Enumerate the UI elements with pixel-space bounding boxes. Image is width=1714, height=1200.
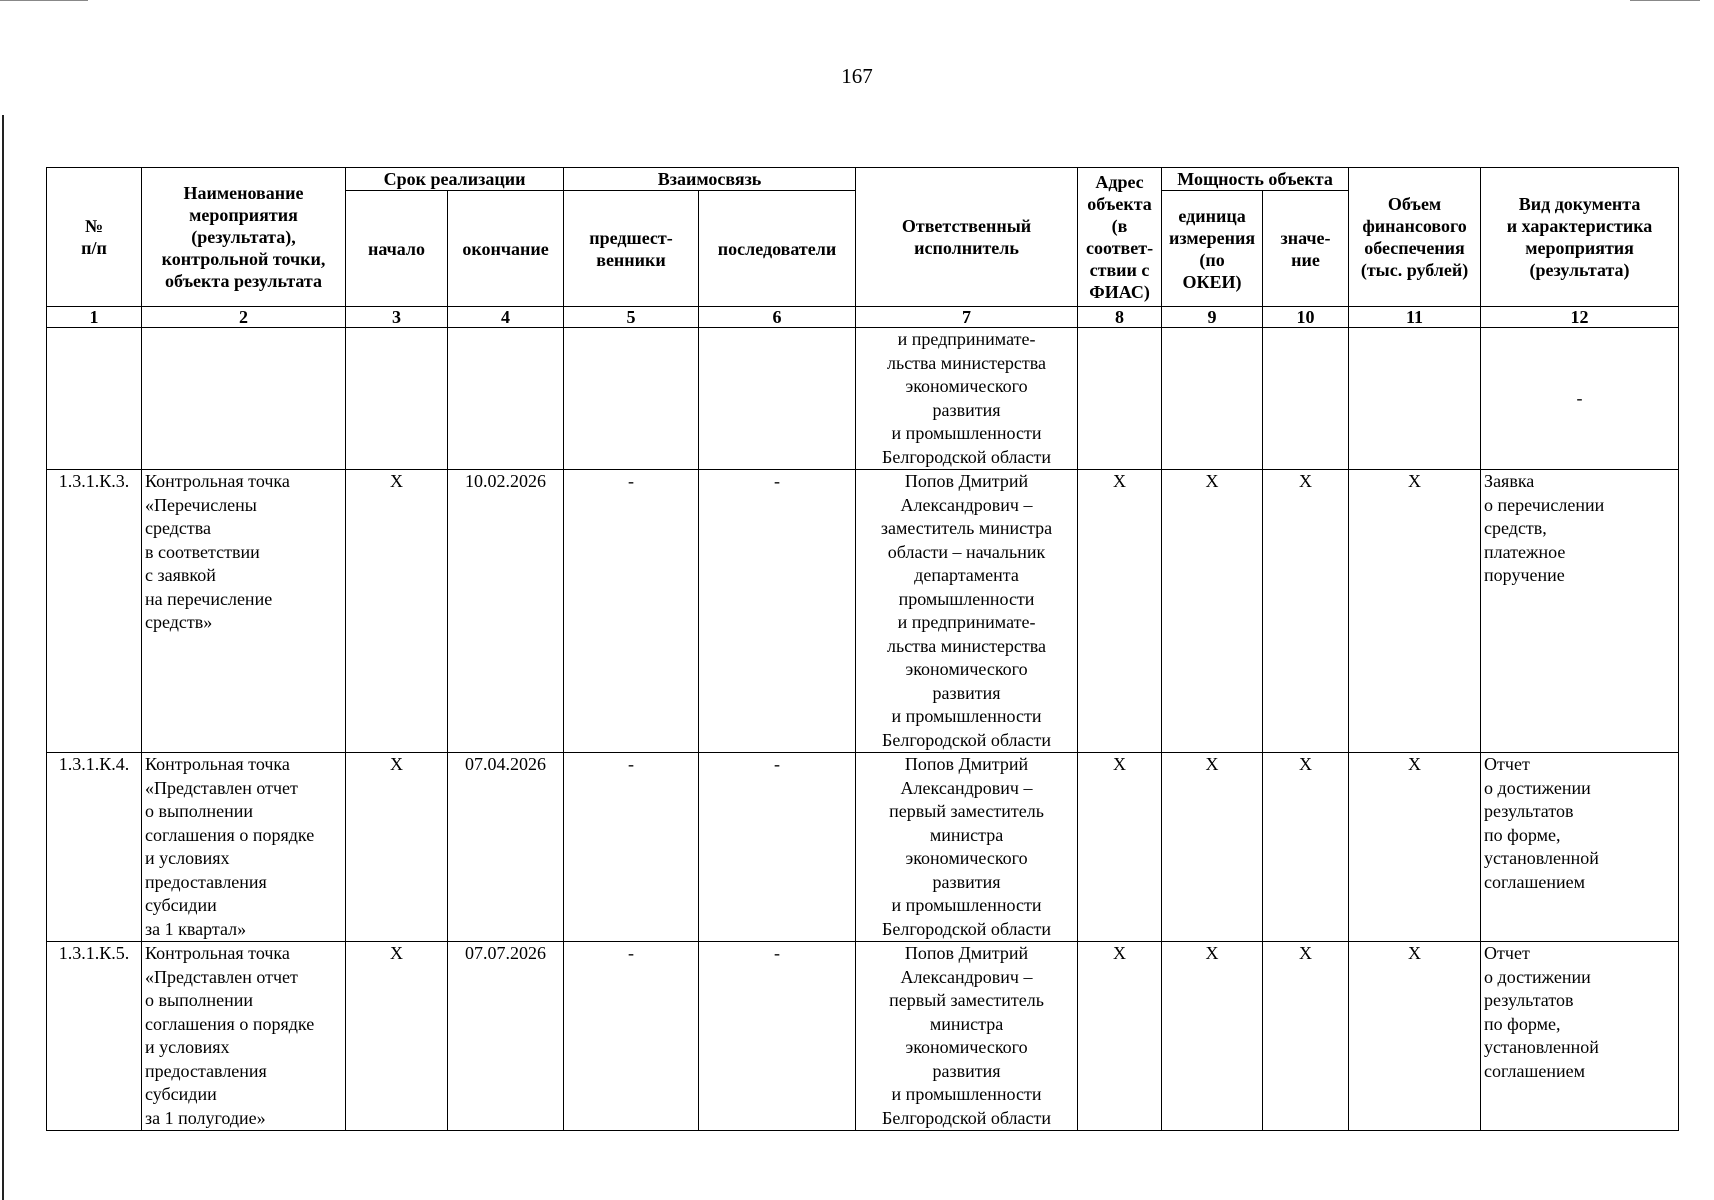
cell-financing: X	[1349, 470, 1481, 753]
cell-start	[346, 328, 448, 470]
cell-address: X	[1078, 470, 1162, 753]
cell-value: X	[1263, 753, 1349, 942]
header-successors: последователи	[699, 191, 856, 307]
header-num: № п/п	[47, 168, 142, 307]
cell-financing: X	[1349, 753, 1481, 942]
header-start: начало	[346, 191, 448, 307]
plan-table	[46, 167, 1679, 1131]
cell-num	[47, 328, 142, 470]
cell-name	[142, 328, 346, 470]
cell-unit: X	[1162, 753, 1263, 942]
cell-responsible: и предпринимате- льства министерства экономического развития и промышленности Белгородской области	[856, 328, 1078, 470]
header-name: Наименование мероприятия (результата), контрольной точки, объекта результата	[142, 168, 346, 307]
column-number-row	[47, 307, 1679, 328]
cell-name: Контрольная точка «Представлен отчет о выполнении соглашения о порядке и условиях предоставления субсидии за 1 полугодие»	[142, 942, 346, 1131]
scan-edge-line	[1630, 0, 1700, 1]
header-capacity-group: Мощность объекта	[1162, 168, 1349, 191]
header-unit: единица измерения (по ОКЕИ)	[1162, 191, 1263, 307]
column-number: 1	[47, 307, 142, 328]
cell-unit	[1162, 328, 1263, 470]
cell-address	[1078, 328, 1162, 470]
cell-num: 1.3.1.К.4.	[47, 753, 142, 942]
header-document: Вид документа и характеристика мероприятия (результата)	[1481, 168, 1679, 307]
scan-margin-line	[2, 115, 4, 1200]
cell-responsible: Попов Дмитрий Александрович – первый заместитель министра экономического развития и промышленности Белгородской области	[856, 942, 1078, 1131]
column-number: 3	[346, 307, 448, 328]
cell-start: X	[346, 753, 448, 942]
cell-successors: -	[699, 753, 856, 942]
cell-unit: X	[1162, 942, 1263, 1131]
table-row	[47, 942, 1679, 1131]
column-number: 10	[1263, 307, 1349, 328]
column-number: 6	[699, 307, 856, 328]
header-end: окончание	[448, 191, 564, 307]
cell-successors: -	[699, 942, 856, 1131]
cell-predecessors: -	[564, 470, 699, 753]
cell-num: 1.3.1.К.3.	[47, 470, 142, 753]
cell-predecessors	[564, 328, 699, 470]
cell-predecessors: -	[564, 942, 699, 1131]
cell-end: 07.07.2026	[448, 942, 564, 1131]
cell-responsible: Попов Дмитрий Александрович – заместитель министра области – начальник департамента промышленности и предпринимате- льства министерства экономического развития и промышленности Белгородской области	[856, 470, 1078, 753]
cell-predecessors: -	[564, 753, 699, 942]
column-number: 8	[1078, 307, 1162, 328]
column-number: 11	[1349, 307, 1481, 328]
cell-start: X	[346, 942, 448, 1131]
header-predecessors: предшест- венники	[564, 191, 699, 307]
cell-responsible: Попов Дмитрий Александрович – первый заместитель министра экономического развития и промышленности Белгородской области	[856, 753, 1078, 942]
cell-document: Отчет о достижении результатов по форме, установленной соглашением	[1481, 753, 1679, 942]
cell-document: Заявка о перечислении средств, платежное поручение	[1481, 470, 1679, 753]
column-number: 5	[564, 307, 699, 328]
column-number: 7	[856, 307, 1078, 328]
column-number: 2	[142, 307, 346, 328]
cell-financing	[1349, 328, 1481, 470]
header-address: Адрес объекта (в соответ- ствии с ФИАС)	[1078, 168, 1162, 307]
scan-edge-line	[0, 0, 88, 1]
cell-name: Контрольная точка «Представлен отчет о выполнении соглашения о порядке и условиях предоставления субсидии за 1 квартал»	[142, 753, 346, 942]
page-number: 167	[841, 64, 873, 88]
header-value: значе- ние	[1263, 191, 1349, 307]
cell-unit: X	[1162, 470, 1263, 753]
header-financing: Объем финансового обеспечения (тыс. рублей)	[1349, 168, 1481, 307]
table-row	[47, 328, 1679, 470]
table-row	[47, 753, 1679, 942]
cell-end: 10.02.2026	[448, 470, 564, 753]
column-number: 4	[448, 307, 564, 328]
cell-document: -	[1481, 328, 1679, 470]
table-row	[47, 470, 1679, 753]
cell-address: X	[1078, 753, 1162, 942]
cell-end	[448, 328, 564, 470]
cell-name: Контрольная точка «Перечислены средства в соответствии с заявкой на перечисление средств»	[142, 470, 346, 753]
header-term-group: Срок реализации	[346, 168, 564, 191]
cell-value: X	[1263, 470, 1349, 753]
cell-start: X	[346, 470, 448, 753]
cell-value: X	[1263, 942, 1349, 1131]
cell-financing: X	[1349, 942, 1481, 1131]
cell-address: X	[1078, 942, 1162, 1131]
column-number: 12	[1481, 307, 1679, 328]
cell-document: Отчет о достижении результатов по форме, установленной соглашением	[1481, 942, 1679, 1131]
cell-successors	[699, 328, 856, 470]
cell-value	[1263, 328, 1349, 470]
column-number: 9	[1162, 307, 1263, 328]
cell-num: 1.3.1.К.5.	[47, 942, 142, 1131]
cell-successors: -	[699, 470, 856, 753]
header-responsible: Ответственный исполнитель	[856, 168, 1078, 307]
cell-end: 07.04.2026	[448, 753, 564, 942]
header-link-group: Взаимосвязь	[564, 168, 856, 191]
